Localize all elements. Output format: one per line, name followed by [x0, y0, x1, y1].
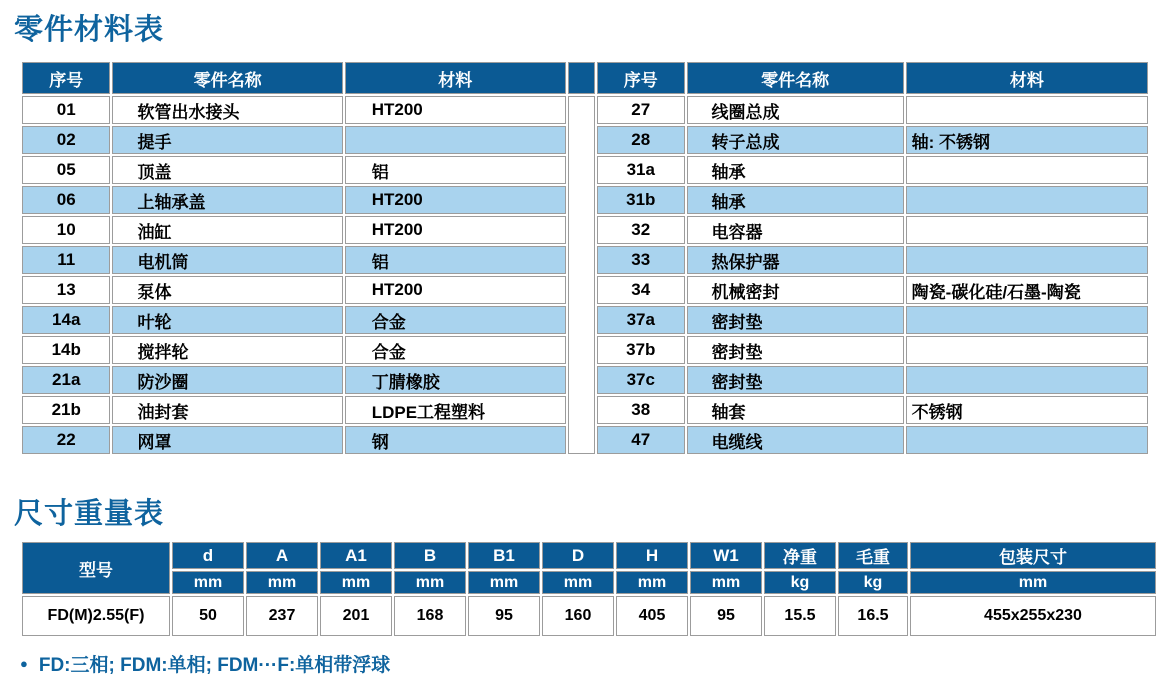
dim-value-cell: 50 [172, 596, 244, 636]
parts-table-body [22, 96, 1148, 454]
parts-row [22, 96, 1148, 124]
dim-unit-header: mm [542, 571, 614, 594]
part-name-cell: 轴套 [687, 396, 904, 424]
part-no-cell: 21b [22, 396, 110, 424]
dim-column-header: H [616, 542, 688, 569]
dim-column-header: 净重 [764, 542, 836, 569]
left-col-header-material: 材料 [345, 62, 566, 94]
dims-header-row-labels [22, 542, 1156, 569]
dim-value-cell: 455x255x230 [910, 596, 1156, 636]
model-cell: FD(M)2.55(F) [22, 596, 170, 636]
part-material-cell: 轴: 不锈钢 [906, 126, 1148, 154]
part-name-cell: 机械密封 [687, 276, 904, 304]
dimensions-table-title: 尺寸重量表 [14, 498, 165, 530]
part-material-cell: 不锈钢 [906, 396, 1148, 424]
part-name-cell: 轴承 [687, 156, 904, 184]
part-material-cell [906, 336, 1148, 364]
dims-data-row [22, 596, 1156, 636]
part-material-cell [906, 156, 1148, 184]
dims-header-row-units [22, 571, 1156, 594]
model-legend [20, 650, 390, 677]
part-no-cell: 31a [597, 156, 684, 184]
part-name-cell: 搅拌轮 [112, 336, 342, 364]
part-name-cell: 线圈总成 [687, 96, 904, 124]
part-name-cell: 轴承 [687, 186, 904, 214]
part-material-cell [906, 366, 1148, 394]
dim-value-cell: 201 [320, 596, 392, 636]
dims-table-head [22, 542, 1156, 594]
dim-value-cell: 405 [616, 596, 688, 636]
dim-value-cell: 160 [542, 596, 614, 636]
left-col-header-no: 序号 [22, 62, 110, 94]
part-no-cell: 22 [22, 426, 110, 454]
part-name-cell: 油缸 [112, 216, 342, 244]
part-no-cell: 33 [597, 246, 684, 274]
part-no-cell: 10 [22, 216, 110, 244]
part-no-cell: 32 [597, 216, 684, 244]
dims-table-body [22, 596, 1156, 636]
part-no-cell: 37a [597, 306, 684, 334]
part-name-cell: 电缆线 [687, 426, 904, 454]
dim-value-cell: 16.5 [838, 596, 908, 636]
dim-column-header: B [394, 542, 466, 569]
part-name-cell: 密封垫 [687, 306, 904, 334]
model-legend-text: FD:三相; FDM:单相; FDM···F:单相带浮球 [38, 655, 391, 676]
part-name-cell: 电机筒 [112, 246, 342, 274]
gap-column-header [568, 62, 595, 94]
right-col-header-material: 材料 [906, 62, 1148, 94]
part-material-cell: 丁腈橡胶 [345, 366, 566, 394]
part-material-cell: 陶瓷-碳化硅/石墨-陶瓷 [906, 276, 1148, 304]
part-no-cell: 34 [597, 276, 684, 304]
part-material-cell [906, 246, 1148, 274]
dim-column-header: A1 [320, 542, 392, 569]
part-no-cell: 21a [22, 366, 110, 394]
part-no-cell: 37c [597, 366, 684, 394]
part-no-cell: 31b [597, 186, 684, 214]
part-name-cell: 泵体 [112, 276, 342, 304]
part-no-cell: 28 [597, 126, 684, 154]
left-col-header-name: 零件名称 [112, 62, 342, 94]
part-no-cell: 13 [22, 276, 110, 304]
part-name-cell: 转子总成 [687, 126, 904, 154]
part-material-cell: 铝 [345, 246, 566, 274]
dim-unit-header: kg [838, 571, 908, 594]
dim-column-header: d [172, 542, 244, 569]
part-no-cell: 38 [597, 396, 684, 424]
part-name-cell: 软管出水接头 [112, 96, 342, 124]
part-material-cell [906, 96, 1148, 124]
dim-column-header: W1 [690, 542, 762, 569]
part-name-cell: 电容器 [687, 216, 904, 244]
dim-column-header: B1 [468, 542, 540, 569]
dim-unit-header: mm [910, 571, 1156, 594]
part-no-cell: 14a [22, 306, 110, 334]
parts-material-table [20, 60, 1150, 456]
part-material-cell: LDPE工程塑料 [345, 396, 566, 424]
part-name-cell: 提手 [112, 126, 342, 154]
part-name-cell: 油封套 [112, 396, 342, 424]
bullet-icon: ● [20, 656, 28, 671]
parts-header-row [22, 62, 1148, 94]
dim-value-cell: 237 [246, 596, 318, 636]
dim-value-cell: 168 [394, 596, 466, 636]
dim-unit-header: mm [172, 571, 244, 594]
part-material-cell: 合金 [345, 336, 566, 364]
part-material-cell: HT200 [345, 96, 566, 124]
dim-column-header: A [246, 542, 318, 569]
part-material-cell: 钢 [345, 426, 566, 454]
part-no-cell: 47 [597, 426, 684, 454]
dim-unit-header: mm [320, 571, 392, 594]
right-col-header-no: 序号 [597, 62, 684, 94]
dim-unit-header: mm [246, 571, 318, 594]
part-name-cell: 顶盖 [112, 156, 342, 184]
part-name-cell: 密封垫 [687, 336, 904, 364]
dimensions-weight-table [20, 540, 1158, 638]
part-name-cell: 网罩 [112, 426, 342, 454]
part-material-cell: HT200 [345, 276, 566, 304]
part-material-cell [906, 186, 1148, 214]
right-col-header-name: 零件名称 [687, 62, 904, 94]
part-name-cell: 上轴承盖 [112, 186, 342, 214]
part-material-cell: 合金 [345, 306, 566, 334]
part-material-cell [906, 216, 1148, 244]
dim-column-header: 毛重 [838, 542, 908, 569]
dim-column-header: 包装尺寸 [910, 542, 1156, 569]
part-no-cell: 01 [22, 96, 110, 124]
dim-unit-header: mm [616, 571, 688, 594]
dim-value-cell: 15.5 [764, 596, 836, 636]
part-material-cell: HT200 [345, 186, 566, 214]
parts-table-title: 零件材料表 [14, 14, 165, 46]
dim-unit-header: mm [468, 571, 540, 594]
part-no-cell: 02 [22, 126, 110, 154]
part-name-cell: 叶轮 [112, 306, 342, 334]
part-no-cell: 11 [22, 246, 110, 274]
table-gap-cell [568, 96, 595, 454]
part-no-cell: 37b [597, 336, 684, 364]
dim-unit-header: mm [690, 571, 762, 594]
part-name-cell: 热保护器 [687, 246, 904, 274]
dim-column-header: D [542, 542, 614, 569]
part-material-cell: HT200 [345, 216, 566, 244]
part-no-cell: 05 [22, 156, 110, 184]
dim-value-cell: 95 [690, 596, 762, 636]
part-material-cell [906, 426, 1148, 454]
model-column-header: 型号 [22, 542, 170, 594]
part-material-cell [345, 126, 566, 154]
part-material-cell [906, 306, 1148, 334]
part-no-cell: 06 [22, 186, 110, 214]
part-material-cell: 铝 [345, 156, 566, 184]
dim-unit-header: mm [394, 571, 466, 594]
part-no-cell: 14b [22, 336, 110, 364]
part-no-cell: 27 [597, 96, 684, 124]
dim-unit-header: kg [764, 571, 836, 594]
part-name-cell: 防沙圈 [112, 366, 342, 394]
dim-value-cell: 95 [468, 596, 540, 636]
part-name-cell: 密封垫 [687, 366, 904, 394]
